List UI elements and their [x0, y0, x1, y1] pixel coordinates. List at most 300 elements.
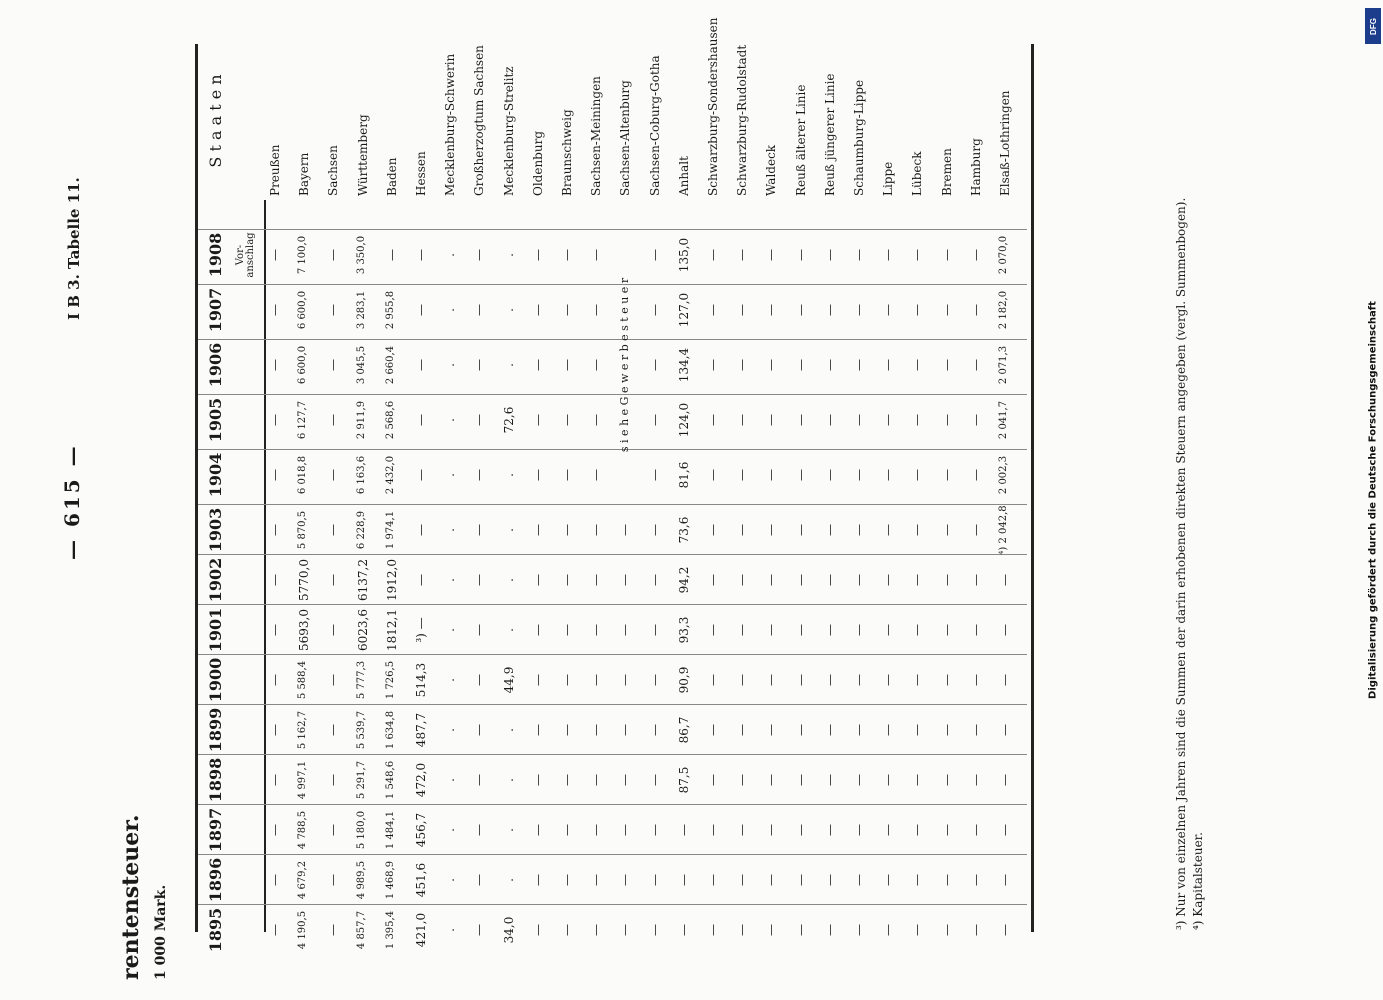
- table-cell: —: [589, 469, 604, 481]
- table-cell: —: [384, 249, 399, 261]
- table-cell: —: [852, 824, 866, 836]
- table-cell: —: [326, 524, 341, 536]
- table-cell: —: [735, 574, 750, 586]
- table-cell: —: [706, 414, 720, 426]
- year-header: 1898: [206, 757, 225, 803]
- year-header: 1896: [206, 857, 225, 903]
- table-cell: —: [968, 924, 983, 936]
- table-cell: —: [793, 574, 808, 586]
- table-cell: —: [472, 774, 487, 786]
- table-cell: —: [998, 824, 1012, 836]
- table-cell: —: [706, 359, 720, 371]
- table-cell: —: [706, 524, 720, 536]
- table-cell: —: [968, 359, 983, 371]
- table-cell: —: [764, 304, 779, 316]
- state-name: Schwarzburg-Rudolstadt: [735, 44, 750, 196]
- table-cell: —: [968, 674, 983, 686]
- table-cell: —: [852, 414, 866, 426]
- table-cell: —: [881, 414, 896, 426]
- table-cell: 1 974,1: [384, 510, 396, 550]
- table-cell: —: [414, 249, 428, 261]
- table-cell: —: [852, 724, 866, 736]
- table-cell: —: [793, 874, 808, 886]
- table-cell: —: [939, 674, 954, 686]
- table-cell: —: [618, 924, 633, 936]
- table-cell: 72,6: [501, 406, 516, 434]
- table-cell: —: [647, 924, 662, 936]
- table-cell: —: [647, 824, 662, 836]
- table-cell: ⁴) 2 042,8: [998, 505, 1009, 555]
- table-cell: —: [414, 574, 428, 586]
- table-cell: —: [998, 924, 1012, 936]
- year-header: 1904: [206, 452, 225, 498]
- table-cell: —: [589, 724, 604, 736]
- table-cell: 127,0: [676, 292, 691, 328]
- column-separator: [198, 654, 1027, 655]
- table-cell: —: [968, 624, 983, 636]
- table-cell: —: [910, 624, 925, 636]
- table-cell: —: [589, 674, 604, 686]
- table-cell: 4 989,5: [355, 860, 367, 900]
- table-cell: 6 600,0: [297, 345, 309, 385]
- table-cell: —: [647, 774, 662, 786]
- table-cell: 90,9: [676, 666, 691, 694]
- table-cell: —: [268, 414, 282, 426]
- table-cell: —: [822, 774, 837, 786]
- table-cell: —: [881, 359, 896, 371]
- table-cell: —: [793, 624, 808, 636]
- table-cell: 5 291,7: [355, 760, 367, 800]
- table-cell: —: [793, 824, 808, 836]
- table-cell: —: [618, 874, 633, 886]
- table-cell: —: [764, 624, 779, 636]
- table-cell: —: [647, 724, 662, 736]
- table-cell: 472,0: [414, 762, 428, 798]
- table-cell: 456,7: [414, 812, 428, 848]
- table-cell: 7 100,0: [297, 235, 309, 275]
- table-cell: —: [706, 304, 720, 316]
- table-cell: —: [647, 304, 662, 316]
- table-bottom-rule: [1031, 44, 1034, 932]
- year-header: 1903: [206, 507, 225, 553]
- table-cell: —: [560, 774, 574, 786]
- table-cell: —: [530, 524, 545, 536]
- table-cell: 3 350,0: [355, 235, 367, 275]
- table-cell: .: [443, 308, 458, 312]
- table-cell: —: [268, 924, 282, 936]
- year-header: 1895: [206, 907, 225, 953]
- state-name: Sachsen-Altenburg: [618, 80, 633, 196]
- table-cell: —: [793, 469, 808, 481]
- table-cell: 93,3: [676, 616, 691, 644]
- table-cell: —: [414, 414, 428, 426]
- column-separator: [198, 229, 1027, 230]
- table-cell: —: [618, 674, 633, 686]
- table-cell: —: [589, 304, 604, 316]
- table-cell: —: [530, 824, 545, 836]
- year-header: 1900: [206, 657, 225, 703]
- table-cell: .: [501, 473, 516, 477]
- table-cell: —: [764, 724, 779, 736]
- table-cell: —: [589, 249, 604, 261]
- table-cell: —: [735, 724, 750, 736]
- table-cell: —: [881, 774, 896, 786]
- table-cell: —: [881, 574, 896, 586]
- table-cell: 4 190,5: [297, 910, 309, 950]
- table-cell: —: [793, 414, 808, 426]
- table-cell: —: [735, 624, 750, 636]
- table-cell: —: [530, 874, 545, 886]
- state-name: Elsaß-Lothringen: [998, 90, 1012, 196]
- table-cell: —: [764, 574, 779, 586]
- year-header: 1908: [206, 232, 225, 278]
- year-header: 1905: [206, 397, 225, 443]
- table-cell: .: [443, 363, 458, 367]
- table-cell: —: [560, 249, 574, 261]
- table-cell: 2 002,3: [998, 455, 1009, 495]
- table-cell: 5770,0: [297, 559, 312, 601]
- table-cell: —: [968, 824, 983, 836]
- table-cell: —: [326, 574, 341, 586]
- table-cell: 94,2: [676, 566, 691, 594]
- state-name: Württemberg: [355, 114, 370, 196]
- table-cell: —: [910, 824, 925, 836]
- table-cell: —: [560, 574, 574, 586]
- table-cell: 2 568,6: [384, 400, 396, 440]
- table-cell: —: [647, 674, 662, 686]
- column-separator: [198, 704, 1027, 705]
- table-cell: —: [589, 824, 604, 836]
- table-cell: —: [706, 824, 720, 836]
- table-cell: —: [268, 824, 282, 836]
- year-header: 1902: [206, 557, 225, 603]
- page-title: rentensteuer.: [118, 814, 144, 980]
- table-cell: —: [910, 304, 925, 316]
- table-cell: —: [998, 724, 1012, 736]
- table-cell: —: [472, 924, 487, 936]
- table-cell: —: [268, 624, 282, 636]
- table-cell: 1912,0: [384, 559, 399, 601]
- table-cell: —: [852, 874, 866, 886]
- table-cell: .: [443, 878, 458, 882]
- table-cell: —: [530, 249, 545, 261]
- table-cell: —: [735, 304, 750, 316]
- table-cell: —: [472, 574, 487, 586]
- table-cell: .: [501, 578, 516, 582]
- column-separator: [198, 284, 1027, 285]
- table-cell: —: [589, 924, 604, 936]
- table-cell: —: [735, 674, 750, 686]
- table-cell: —: [881, 249, 896, 261]
- table-cell: .: [501, 528, 516, 532]
- table-cell: —: [939, 249, 954, 261]
- table-cell: —: [414, 469, 428, 481]
- table-cell: .: [501, 363, 516, 367]
- table-cell: 5 870,5: [297, 510, 309, 550]
- table-cell: —: [764, 774, 779, 786]
- state-name: Sachsen: [326, 145, 341, 196]
- table-cell: —: [968, 469, 983, 481]
- column-separator: [198, 604, 1027, 605]
- table-cell: —: [647, 624, 662, 636]
- table-cell: —: [822, 304, 837, 316]
- table-cell: —: [910, 249, 925, 261]
- table-cell: —: [910, 724, 925, 736]
- table-cell: —: [268, 304, 282, 316]
- table-cell: —: [881, 304, 896, 316]
- table-cell: .: [501, 253, 516, 257]
- table-cell: —: [560, 874, 574, 886]
- table-cell: —: [793, 524, 808, 536]
- table-cell: 5 180,0: [355, 810, 367, 850]
- table-cell: —: [822, 469, 837, 481]
- table-header-rule: [264, 200, 266, 932]
- table-cell: —: [764, 674, 779, 686]
- table-cell: —: [706, 674, 720, 686]
- table-cell: —: [676, 824, 691, 836]
- table-cell: —: [530, 924, 545, 936]
- state-name: Bayern: [297, 152, 312, 196]
- table-cell: —: [998, 574, 1012, 586]
- table-cell: 6 127,7: [297, 400, 309, 440]
- table-cell: 514,3: [414, 662, 428, 698]
- table-cell: —: [326, 414, 341, 426]
- table-cell: —: [472, 674, 487, 686]
- table-cell: —: [852, 249, 866, 261]
- table-cell: .: [443, 928, 458, 932]
- year-header: 1907: [206, 287, 225, 333]
- table-cell: 124,0: [676, 402, 691, 438]
- table-cell: —: [618, 824, 633, 836]
- state-name: Großherzogtum Sachsen: [472, 45, 487, 196]
- table-cell: —: [998, 624, 1012, 636]
- table-cell: 2 182,0: [998, 290, 1009, 330]
- table-cell: 6 600,0: [297, 290, 309, 330]
- table-cell: .: [443, 418, 458, 422]
- table-cell: —: [268, 574, 282, 586]
- table-cell: —: [530, 304, 545, 316]
- table-cell: —: [472, 724, 487, 736]
- table-cell: 5 588,4: [297, 660, 309, 700]
- state-name: Schwarzburg-Sondershausen: [706, 17, 720, 196]
- table-cell: —: [647, 414, 662, 426]
- table-cell: —: [618, 524, 633, 536]
- table-cell: —: [530, 674, 545, 686]
- states-header: S t a a t e n: [206, 74, 225, 168]
- table-cell: —: [472, 414, 487, 426]
- table-cell: —: [326, 824, 341, 836]
- table-cell: 2 432,0: [384, 455, 396, 495]
- table-cell: .: [443, 628, 458, 632]
- table-cell: —: [530, 359, 545, 371]
- table-cell: —: [706, 469, 720, 481]
- table-cell: —: [268, 674, 282, 686]
- table-cell: —: [647, 574, 662, 586]
- table-cell: .: [501, 878, 516, 882]
- table-cell: 73,6: [676, 516, 691, 544]
- table-cell: —: [735, 249, 750, 261]
- table-cell: —: [472, 874, 487, 886]
- table-cell: —: [968, 304, 983, 316]
- table-cell: —: [822, 574, 837, 586]
- state-name: Baden: [384, 157, 399, 196]
- table-cell: —: [968, 249, 983, 261]
- table-cell: —: [326, 624, 341, 636]
- table-cell: —: [472, 824, 487, 836]
- state-name: Hessen: [414, 151, 428, 196]
- column-separator: [198, 504, 1027, 505]
- table-cell: —: [793, 359, 808, 371]
- table-cell: —: [647, 249, 662, 261]
- state-name: Sachsen-Coburg-Gotha: [647, 55, 662, 196]
- table-cell: —: [822, 824, 837, 836]
- table-cell: —: [560, 359, 574, 371]
- table-cell: .: [443, 778, 458, 782]
- year-header: 1906: [206, 342, 225, 388]
- table-cell: —: [472, 524, 487, 536]
- table-cell: 1812,1: [384, 609, 399, 651]
- table-cell: —: [822, 874, 837, 886]
- table-cell: .: [501, 308, 516, 312]
- table-cell: —: [822, 414, 837, 426]
- unit-label: 1 000 Mark.: [153, 884, 169, 980]
- state-name: Schaumburg-Lippe: [852, 79, 866, 196]
- table-cell: —: [706, 574, 720, 586]
- table-cell: —: [822, 924, 837, 936]
- table-cell: 1 634,8: [384, 710, 396, 750]
- table-cell: —: [881, 624, 896, 636]
- table-cell: 6137,2: [355, 559, 370, 601]
- state-name: Lippe: [881, 161, 896, 196]
- table-cell: —: [560, 824, 574, 836]
- table-cell: —: [910, 574, 925, 586]
- table-cell: 2 660,4: [384, 345, 396, 385]
- column-separator: [198, 804, 1027, 805]
- table-cell: —: [589, 414, 604, 426]
- table-cell: 487,7: [414, 712, 428, 748]
- table-cell: —: [530, 724, 545, 736]
- table-cell: —: [881, 874, 896, 886]
- table-cell: 5 162,7: [297, 710, 309, 750]
- table-cell: 87,5: [676, 766, 691, 794]
- table-cell: —: [589, 359, 604, 371]
- column-separator: [198, 754, 1027, 755]
- table-cell: —: [472, 624, 487, 636]
- table-cell: .: [501, 778, 516, 782]
- digitization-credit: Digitalisierung gefördert durch die Deutsche Forschungsgemeinschaft: [1367, 301, 1379, 699]
- state-name: Preußen: [268, 144, 282, 196]
- table-cell: —: [881, 674, 896, 686]
- table-cell: 451,6: [414, 862, 428, 898]
- table-cell: —: [852, 469, 866, 481]
- voranschlag-note: Vor-anschlag: [235, 232, 256, 278]
- table-cell: —: [910, 359, 925, 371]
- table-cell: —: [793, 304, 808, 316]
- state-name: Mecklenburg-Strelitz: [501, 66, 516, 196]
- table-cell: —: [326, 874, 341, 886]
- table-cell: —: [647, 469, 662, 481]
- state-name: Hamburg: [968, 138, 983, 196]
- table-cell: —: [268, 724, 282, 736]
- column-separator: [198, 854, 1027, 855]
- table-cell: —: [472, 359, 487, 371]
- table-cell: —: [910, 924, 925, 936]
- table-cell: —: [881, 469, 896, 481]
- table-cell: .: [443, 528, 458, 532]
- table-cell: .: [501, 628, 516, 632]
- table-cell: .: [501, 728, 516, 732]
- table-cell: —: [822, 249, 837, 261]
- table-cell: —: [618, 624, 633, 636]
- table-cell: —: [530, 414, 545, 426]
- table-cell: —: [560, 469, 574, 481]
- table-cell: —: [764, 414, 779, 426]
- table-cell: —: [560, 524, 574, 536]
- table-cell: —: [998, 674, 1012, 686]
- table-cell: —: [939, 469, 954, 481]
- state-name: Lübeck: [910, 151, 925, 196]
- column-separator: [198, 449, 1027, 450]
- table-cell: —: [852, 359, 866, 371]
- table-cell: —: [910, 469, 925, 481]
- table-cell: —: [968, 414, 983, 426]
- table-cell: —: [560, 624, 574, 636]
- table-cell: —: [764, 924, 779, 936]
- table-cell: —: [968, 574, 983, 586]
- table-cell: —: [676, 924, 691, 936]
- table-cell: —: [764, 874, 779, 886]
- table-cell: —: [414, 359, 428, 371]
- section-label: I B 3. Tabelle 11.: [65, 177, 83, 320]
- table-cell: —: [268, 469, 282, 481]
- table-cell: —: [268, 874, 282, 886]
- table-cell: —: [706, 249, 720, 261]
- state-name: Sachsen-Meiningen: [589, 76, 604, 196]
- table-cell: —: [939, 824, 954, 836]
- table-cell: 3 045,5: [355, 345, 367, 385]
- table-cell: 34,0: [501, 916, 516, 944]
- table-cell: 6 228,9: [355, 510, 367, 550]
- table-cell: —: [414, 524, 428, 536]
- table-cell: —: [589, 624, 604, 636]
- table-cell: —: [822, 524, 837, 536]
- table-cell: —: [793, 724, 808, 736]
- table-cell: —: [647, 359, 662, 371]
- table-cell: .: [443, 678, 458, 682]
- table-cell: —: [998, 874, 1012, 886]
- table-cell: 2 041,7: [998, 400, 1009, 440]
- table-cell: 2 070,0: [998, 235, 1009, 275]
- table-cell: —: [530, 469, 545, 481]
- state-name: Mecklenburg-Schwerin: [443, 53, 458, 196]
- table-cell: —: [472, 469, 487, 481]
- table-cell: —: [852, 924, 866, 936]
- table-cell: —: [852, 304, 866, 316]
- table-top-rule: [195, 44, 198, 932]
- table-cell: —: [910, 774, 925, 786]
- table-cell: —: [647, 874, 662, 886]
- table-cell: —: [560, 674, 574, 686]
- table-cell: —: [560, 414, 574, 426]
- table-cell: —: [589, 574, 604, 586]
- table-cell: 4 788,5: [297, 810, 309, 850]
- table-cell: —: [910, 674, 925, 686]
- table-cell: —: [618, 724, 633, 736]
- table-cell: —: [881, 824, 896, 836]
- page-number: — 615 —: [60, 443, 84, 560]
- table-cell: —: [618, 774, 633, 786]
- siehe-gewerbesteuer-note: s i e h e G e w e r b e s t e u e r: [618, 277, 632, 453]
